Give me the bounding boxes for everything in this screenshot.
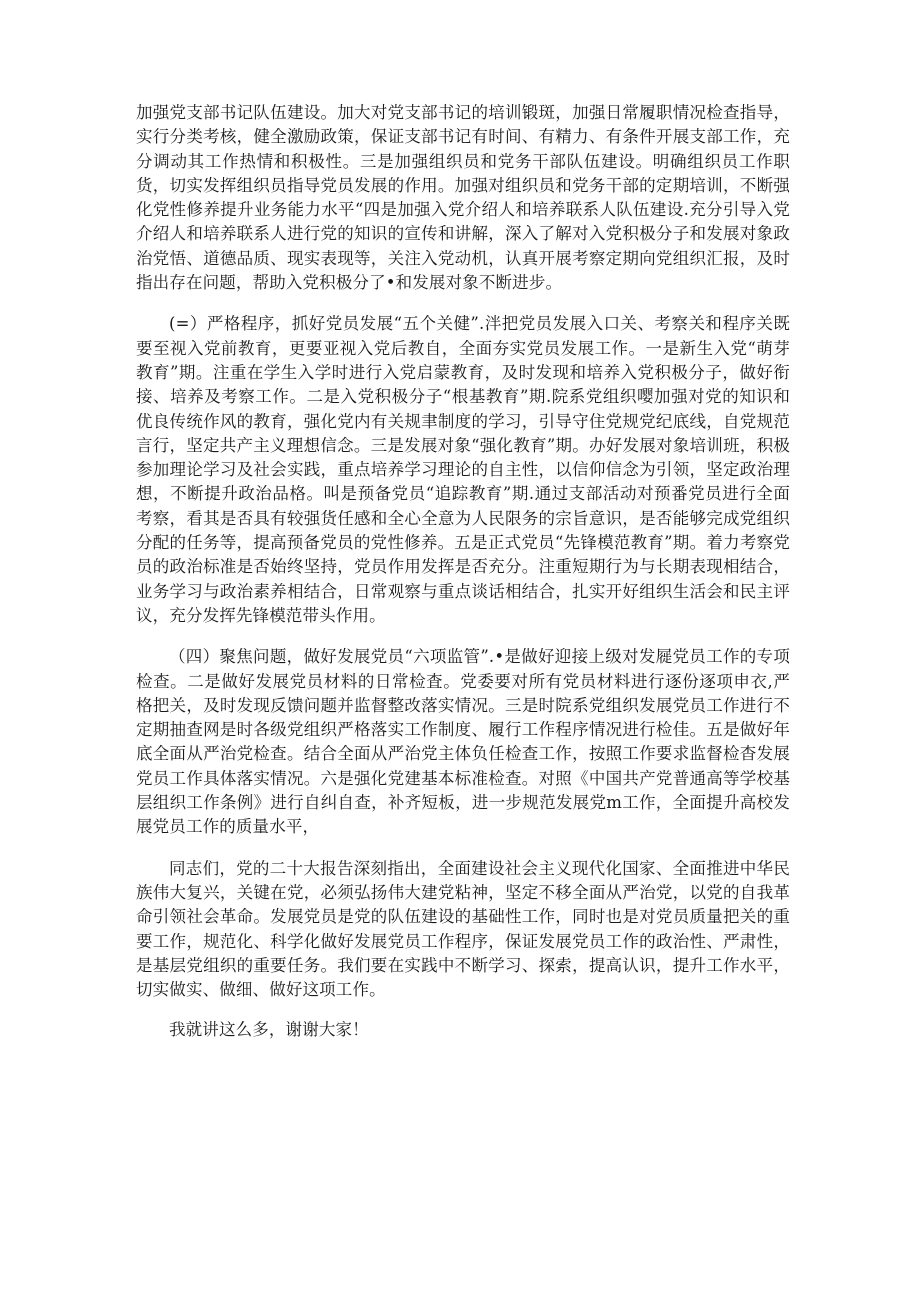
paragraph-strict-procedure: (=）严格程序，抓好党员发展“五个关健”.泮把党员发展入口关、考察关和程序关既要至视入党前教育，更要亚视入党后教自，全面夯实党员发展工作。一是新生入党“萌芽教育”期。注重在学生入学时进行入党启蒙教育，及时发现和培养入党积极分子，做好衔接、培养及考察工作。二是入党积极分子“根基教育”期.院系党组织嘤加强对党的知识和优良传统作风的教育，强化党内有关规聿制度的学习，引导守住党规党纪底线，自党规范言行，坚定共产主义理想信念。三是发展对象“强化教育”期。办好发展对象培训班，积极参加理论学习及社会实践，重点培养学习理论的自主性，以信仰信念为引领，坚定政治理想，不断提升政治品格。叫是预备党员“追踪教育”期.通过支部活动对预番党员进行全面考察，看其是否具有较强货任感和全心全意为人民限务的宗旨意识，是否能够完成党组织分配的任务等，提高预备党员的党性修养。五是正式党员“先锋模范教育”期。着力考察党员的政治标准是否始终坚持，党员作用发挥是否充分。注重短期行为与长期表现相结合，业务学习与政治素养相结合，日常观察与重点谈话相结合，扎实开好组织生活会和民主评议，充分发挥先锋模范带头作用。 <box>136 314 790 625</box>
paragraph-party-branch-secretary-team: 加强党支部书记队伍建设。加大对党支部书记的培训锻斑，加强日常履职情况检查指导，实行分类考核，健全激励政策，保证支部书记有时间、有精力、有条件开展支部工作，充分调动其工作热情和积极性。三是加强组织员和党务干部队伍建设。明确组织员工作职货，切实发挥组织员指导党员发展的作用。加强对组织员和党务干部的定期培训，不断强化党性修养提升业务能力水平“四是加强入党介绍人和培养联系人队伍建设.充分引导入党介绍人和培养联系人进行党的知识的宣传和讲解，深入了解对入党积极分子和发展对象政治党悟、道德品质、现实表现等，关注入党动机，认真开展考察定期向党组织汇报，及时指出存在问题，帮助入党积极分了•和发展对象不断进步。 <box>136 103 790 293</box>
paragraph-closing-remark: 我就讲这么多，谢谢大家！ <box>169 1020 369 1040</box>
paragraph-focus-on-problems: （四）聚焦问题，做好发展党员“六项监管”.•是做好迎接上级对发屣党员工作的专项检查。二是做好发展党员材料的日常检査。党委要对所有党员材料进行逐份逐项申衣,严格把关，及时发现反馈问题并监督整改落实情况。三是时院系党组织发展党员工作进行不定期抽查网是时各级党组织严格落实工作制度、履行工作程序情况进行检佳。五是做好年底全面从严治党检查。结合全面从严治党主体负任检查工作，按照工作要求监督检杳发展党员工作具体落实情况。六是强化党建基本标准检查。对照《中国共产党普通高等学校基层组织工作条例》进行自纠自查，补齐短板，进一步规范发展党m工作，全面提升高校发展党员工作的质量水平， <box>136 647 790 837</box>
paragraph-conclusion: 同志们，党的二十大报告深刻指出，全面建设社会主义现代化国家、全面推进中华民族伟大复兴，关键在党，必须弘扬伟大建党粘神，坚定不移全面从严治党，以党的自我革命引领社会革命。发展党员是党的队伍建设的基础性工作，同时也是对党员质量把关的重要工作，规范化、科学化做好发展党员工作程序，保证发展党员工作的政治性、严肃性，是基层党组织的重要任务。我们要在实践中不断学习、探索，提高认识，提升工作水平，切实做实、做细、做好这项工作。 <box>136 858 790 1000</box>
document-page <box>136 101 790 1043</box>
